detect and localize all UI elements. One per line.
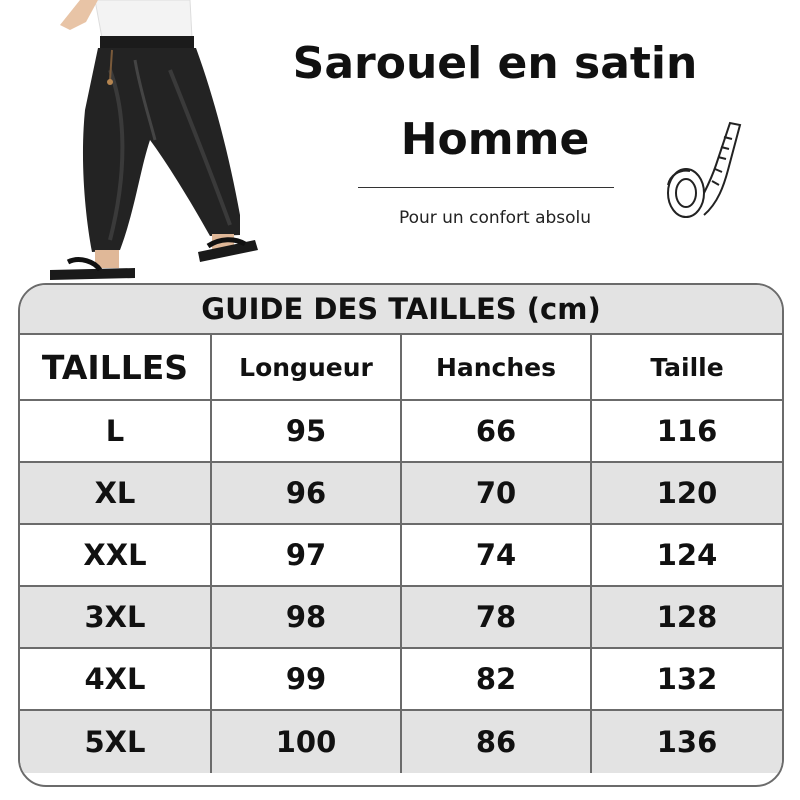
taille-cell: 128	[592, 587, 782, 649]
column-header-taille: Taille	[592, 335, 782, 401]
longueur-cell: 100	[212, 711, 402, 773]
size-guide-title: GUIDE DES TAILLES (cm)	[20, 285, 782, 335]
table-row	[20, 649, 782, 711]
hanches-cell: 82	[402, 649, 592, 711]
hanches-cell: 70	[402, 463, 592, 525]
harem-pants-photo	[40, 0, 270, 290]
hanches-cell: 74	[402, 525, 592, 587]
size-guide-table	[18, 283, 784, 787]
column-header-tailles: TAILLES	[20, 335, 212, 401]
taille-cell: 120	[592, 463, 782, 525]
taille-cell: 136	[592, 711, 782, 773]
measuring-tape-icon	[660, 115, 750, 225]
size-cell: XXL	[20, 525, 212, 587]
table-row	[20, 711, 782, 773]
longueur-cell: 96	[212, 463, 402, 525]
size-cell: L	[20, 401, 212, 463]
size-cell: 4XL	[20, 649, 212, 711]
product-title-line1: Sarouel en satin	[292, 38, 698, 89]
product-subtitle: Pour un confort absolu	[398, 208, 592, 228]
table-row	[20, 463, 782, 525]
column-header-hanches: Hanches	[402, 335, 592, 401]
taille-cell: 132	[592, 649, 782, 711]
size-cell: 5XL	[20, 711, 212, 773]
hanches-cell: 66	[402, 401, 592, 463]
longueur-cell: 98	[212, 587, 402, 649]
size-cell: XL	[20, 463, 212, 525]
product-title-line2: Homme	[400, 114, 590, 165]
table-row	[20, 525, 782, 587]
table-row	[20, 587, 782, 649]
longueur-cell: 99	[212, 649, 402, 711]
longueur-cell: 95	[212, 401, 402, 463]
size-guide-header-row	[20, 335, 782, 401]
table-row	[20, 401, 782, 463]
title-divider	[358, 187, 614, 188]
hanches-cell: 78	[402, 587, 592, 649]
hanches-cell: 86	[402, 711, 592, 773]
column-header-longueur: Longueur	[212, 335, 402, 401]
size-cell: 3XL	[20, 587, 212, 649]
longueur-cell: 97	[212, 525, 402, 587]
taille-cell: 116	[592, 401, 782, 463]
taille-cell: 124	[592, 525, 782, 587]
